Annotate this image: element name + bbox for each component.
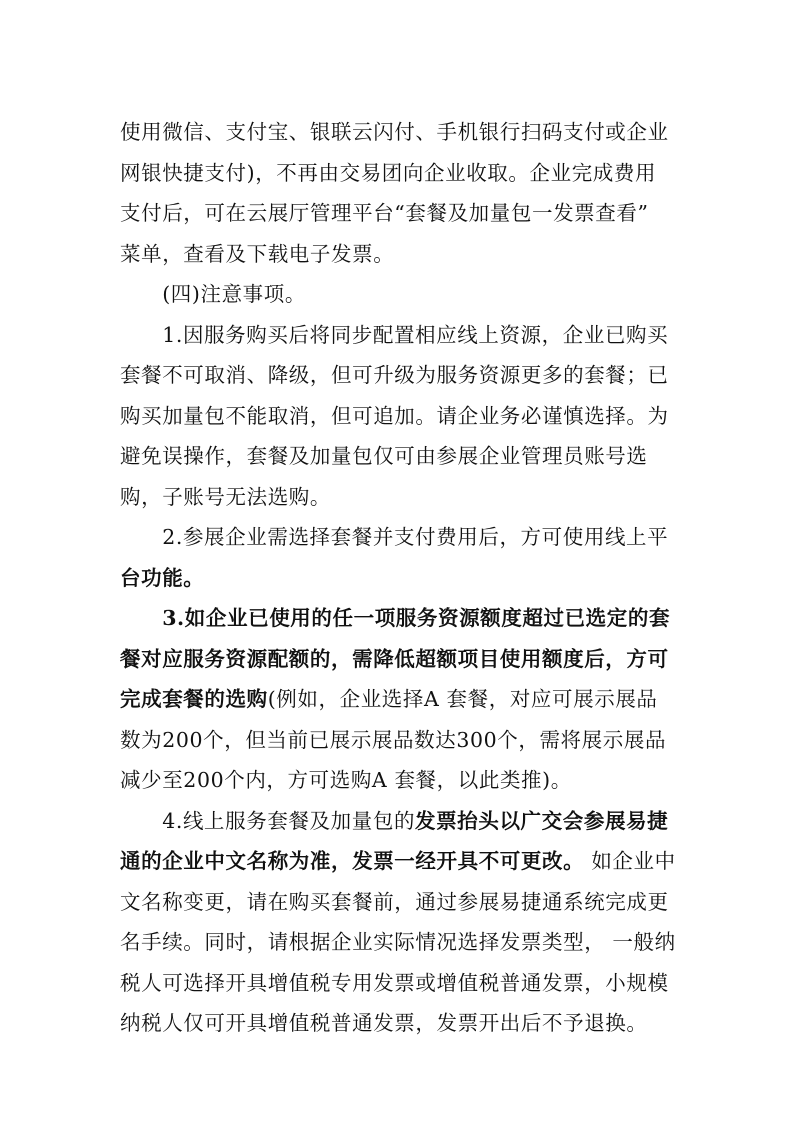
body-text: 支付后，可在云展厅管理平台“套餐及加量包一发票查看” [120, 201, 649, 225]
document-line [120, 315, 680, 356]
document-line [120, 720, 680, 761]
body-text: (四)注意事项。 [162, 282, 306, 306]
document-line [120, 1003, 680, 1044]
body-text: 使用微信、支付宝、银联云闪付、手机银行扫码支付或企业 [120, 120, 669, 144]
body-text: (例如，企业选择A 套餐，对应可展示展品 [267, 687, 658, 711]
body-text: 网银快捷支付)，不再由交易团向企业收取。企业完成费用 [120, 160, 657, 185]
document-line [120, 760, 680, 801]
document-line [120, 274, 680, 315]
document-line [120, 558, 680, 599]
bold-text: 完成套餐的选购 [120, 687, 268, 711]
body-text: 名手续。同时，请根据企业实际情况选择发票类型， 一般纳 [120, 930, 676, 954]
body-text: 税人可选择开具增值税专用发票或增值税普通发票，小规模 [120, 970, 669, 995]
document-line [120, 882, 680, 923]
document-page [120, 112, 680, 1044]
document-line [120, 639, 680, 680]
bold-text: 发票抬头以广交会参展易捷 [415, 808, 669, 833]
document-line [120, 396, 680, 437]
body-text: 2.参展企业需选择套餐并支付费用后，方可使用线上平 [162, 525, 669, 549]
document-line [120, 801, 680, 842]
bold-text: 3.如企业已使用的任一项服务资源额度超过已选定的套 [162, 606, 671, 630]
document-line [120, 355, 680, 396]
bold-text: 通的企业中文名称为准，发票一经开具不可更改。 [120, 849, 585, 873]
body-text: 购买加量包不能取消，但可追加。请企业务必谨慎选择。为 [120, 403, 669, 428]
body-text: 减少至200个内，方可选购A 套餐，以此类推)。 [120, 768, 572, 792]
document-line [120, 112, 680, 153]
document-line [120, 679, 680, 720]
body-text: 4.线上服务套餐及加量包的 [162, 808, 416, 833]
body-text: 购，子账号无法选购。 [120, 484, 331, 509]
body-text: 套餐不可取消、降级，但可升级为服务资源更多的套餐；已 [120, 363, 669, 387]
document-line [120, 436, 680, 477]
document-line [120, 963, 680, 1004]
document-line [120, 517, 680, 558]
document-line [120, 922, 680, 963]
body-text: 菜单，查看及下载电子发票。 [120, 241, 395, 266]
document-line [120, 193, 680, 234]
bold-text: 台功能。 [120, 565, 205, 590]
body-text: 如企业中 [584, 849, 676, 873]
body-text: 1.因服务购买后将同步配置相应线上资源，企业已购买 [162, 322, 669, 347]
document-line [120, 153, 680, 194]
bold-text: 餐对应服务资源配额的，需降低超额项目使用额度后，方可 [120, 646, 669, 671]
body-text: 数为200个，但当前已展示展品数达300个，需将展示展品 [120, 727, 667, 752]
body-text: 避免误操作，套餐及加量包仅可由参展企业管理员账号选 [120, 444, 648, 468]
document-line [120, 477, 680, 518]
body-text: 文名称变更，请在购买套餐前，通过参展易捷通系统完成更 [120, 889, 669, 914]
document-line [120, 841, 680, 882]
document-line [120, 234, 680, 275]
body-text: 纳税人仅可开具增值税普通发票，发票开出后不予退换。 [120, 1011, 648, 1035]
document-line [120, 598, 680, 639]
